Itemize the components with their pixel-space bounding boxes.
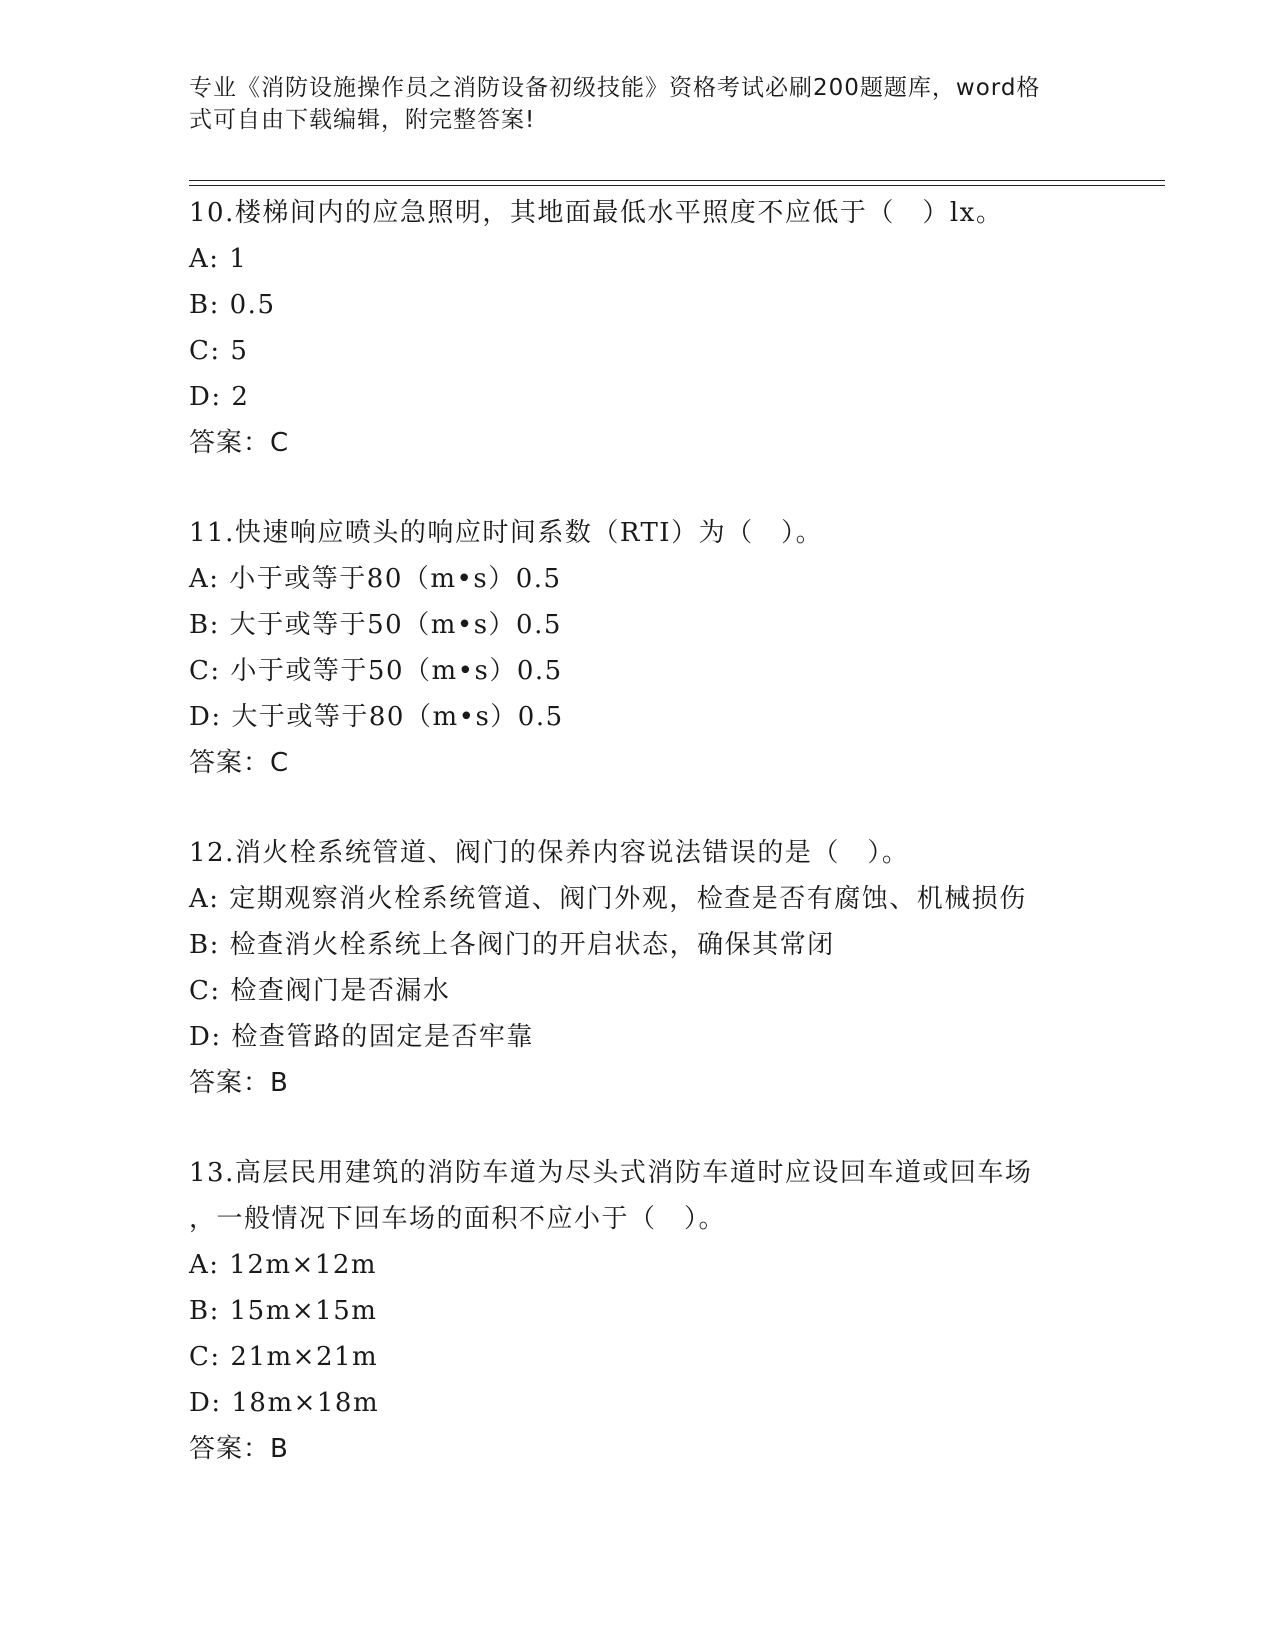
question-stem: 12.消火栓系统管道、阀门的保养内容说法错误的是（ ）。 [189,838,910,868]
option-d: D: 2 [189,382,250,412]
header-rule-top [189,180,1165,181]
question-stem: 10.楼梯间内的应急照明，其地面最低水平照度不应低于（ ）lx。 [189,198,1004,228]
spacer [189,786,1089,830]
question-10 [189,190,1089,466]
option-d: D: 18m×18m [189,1388,380,1418]
option-b: B: 检查消火栓系统上各阀门的开启状态，确保其常闭 [189,930,835,960]
document-header [189,72,1069,136]
question-11 [189,510,1089,786]
question-12 [189,830,1089,1106]
option-c: C: 21m×21m [189,1342,379,1372]
answer: 答案：C [189,428,290,458]
option-b: B: 大于或等于50（m•s）0.5 [189,610,562,640]
option-d: D: 大于或等于80（m•s）0.5 [189,702,564,732]
option-a: A: 1 [189,244,248,274]
option-a: A: 小于或等于80（m•s）0.5 [189,564,562,594]
option-b: B: 15m×15m [189,1296,378,1326]
header-line-2: 式可自由下载编辑，附完整答案! [189,107,536,133]
question-stem: 13.高层民用建筑的消防车道为尽头式消防车道时应设回车道或回车场 [189,1158,1033,1188]
header-line-1: 专业《消防设施操作员之消防设备初级技能》资格考试必刷200题题库，word格 [189,75,1041,101]
question-list [189,190,1089,1472]
option-d: D: 检查管路的固定是否牢靠 [189,1022,534,1052]
header-rule-bottom [189,185,1165,186]
option-a: A: 12m×12m [189,1250,378,1280]
answer: 答案：B [189,1068,289,1098]
option-c: C: 检查阀门是否漏水 [189,976,451,1006]
option-c: C: 5 [189,336,249,366]
option-c: C: 小于或等于50（m•s）0.5 [189,656,563,686]
option-b: B: 0.5 [189,290,276,320]
spacer [189,466,1089,510]
answer: 答案：B [189,1434,289,1464]
answer: 答案：C [189,748,290,778]
question-13 [189,1150,1089,1472]
spacer [189,1106,1089,1150]
option-a: A: 定期观察消火栓系统管道、阀门外观，检查是否有腐蚀、机械损伤 [189,884,1027,914]
question-stem-continued: ，一般情况下回车场的面积不应小于（ ）。 [189,1204,727,1234]
question-stem: 11.快速响应喷头的响应时间系数（RTI）为（ ）。 [189,518,824,548]
